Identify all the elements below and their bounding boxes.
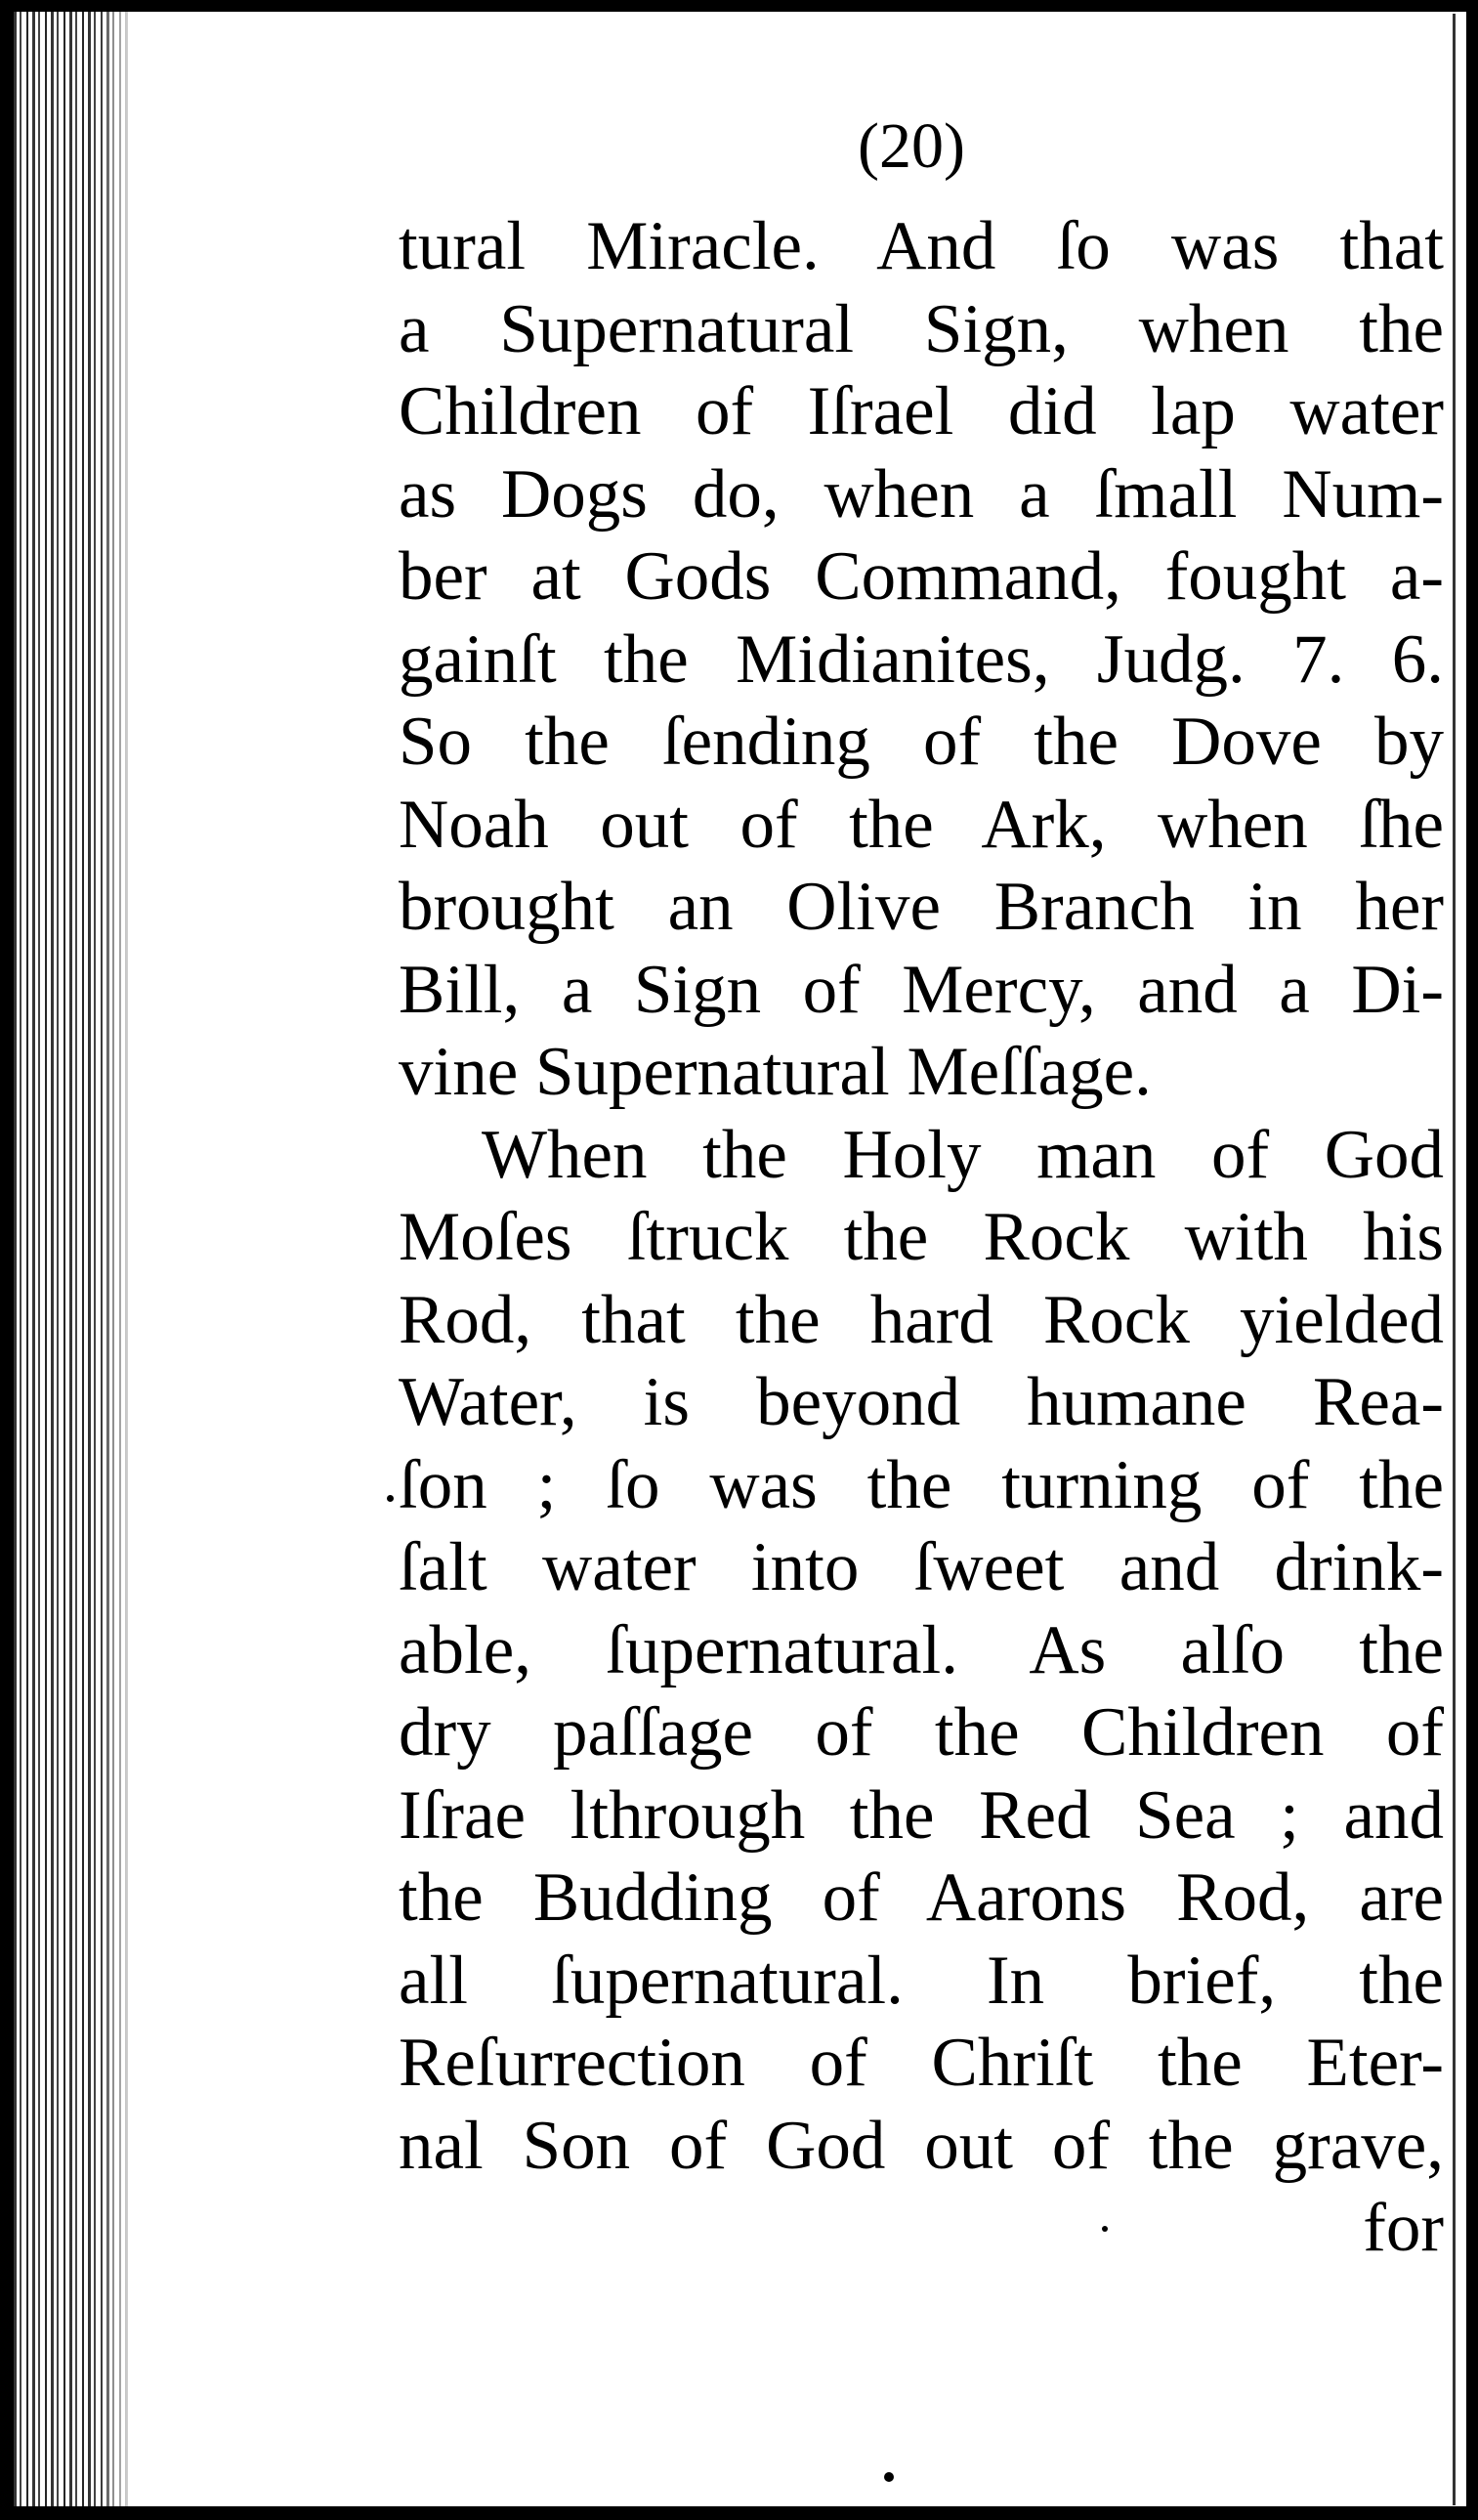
scan-border-left (0, 0, 14, 2520)
text-line: Reſurrection of Chriſt the Eter- (399, 2025, 1444, 2101)
binding-shadow (98, 12, 137, 2506)
text-line: tural Miracle. And ſo was that (399, 208, 1444, 284)
page-edge-rule (1453, 14, 1456, 2505)
text-line: vine Supernatural Meſſage. (399, 1034, 1152, 1110)
text-line: When the Holy man of God (482, 1116, 1444, 1193)
scan-border-right (1466, 0, 1478, 2520)
text-line: able, ſupernatural. As alſo the (399, 1611, 1444, 1688)
ink-speck (387, 1495, 394, 1502)
text-line: a Supernatural Sign, when the (399, 290, 1444, 367)
text-line: Rod, that the hard Rock yielded (399, 1281, 1444, 1358)
page-text (399, 107, 1444, 2270)
ink-speck (884, 2472, 894, 2482)
text-line: Iſrae lthrough the Red Sea ; and (399, 1776, 1444, 1854)
scan-border-bottom (0, 2506, 1478, 2520)
catchword: for (1363, 2190, 1444, 2266)
text-line: the Budding of Aarons Rod, are (399, 1859, 1444, 1936)
text-line: nal Son of God out of the grave, (399, 2107, 1444, 2184)
text-line: ber at Gods Command, fought a- (399, 538, 1444, 615)
text-line: ſalt water into ſweet and drink- (399, 1529, 1444, 1605)
scan-border-top (0, 0, 1478, 12)
text-line: Children of Iſrael did lap water (399, 373, 1444, 449)
text-line: ſon ; ſo was the turning of the (399, 1446, 1444, 1523)
text-line: gainſt the Midianites, Judg. 7. 6. (399, 620, 1444, 698)
text-line: Moſes ſtruck the Rock with his (399, 1199, 1444, 1275)
text-line: Water, is beyond humane Rea- (399, 1364, 1444, 1440)
text-line: as Dogs do, when a ſmall Num- (399, 455, 1444, 533)
text-line: all ſupernatural. In brief, the (399, 1942, 1444, 2019)
page-number: (20) (858, 110, 965, 182)
text-line: Noah out of the Ark, when ſhe (399, 786, 1444, 863)
text-line: brought an Olive Branch in her (399, 869, 1444, 945)
text-line: dry paſſage of the Children of (399, 1694, 1444, 1771)
text-line: So the ſending of the Dove by (399, 704, 1444, 780)
text-line: Bill, a Sign of Mercy, and a Di- (399, 951, 1444, 1028)
